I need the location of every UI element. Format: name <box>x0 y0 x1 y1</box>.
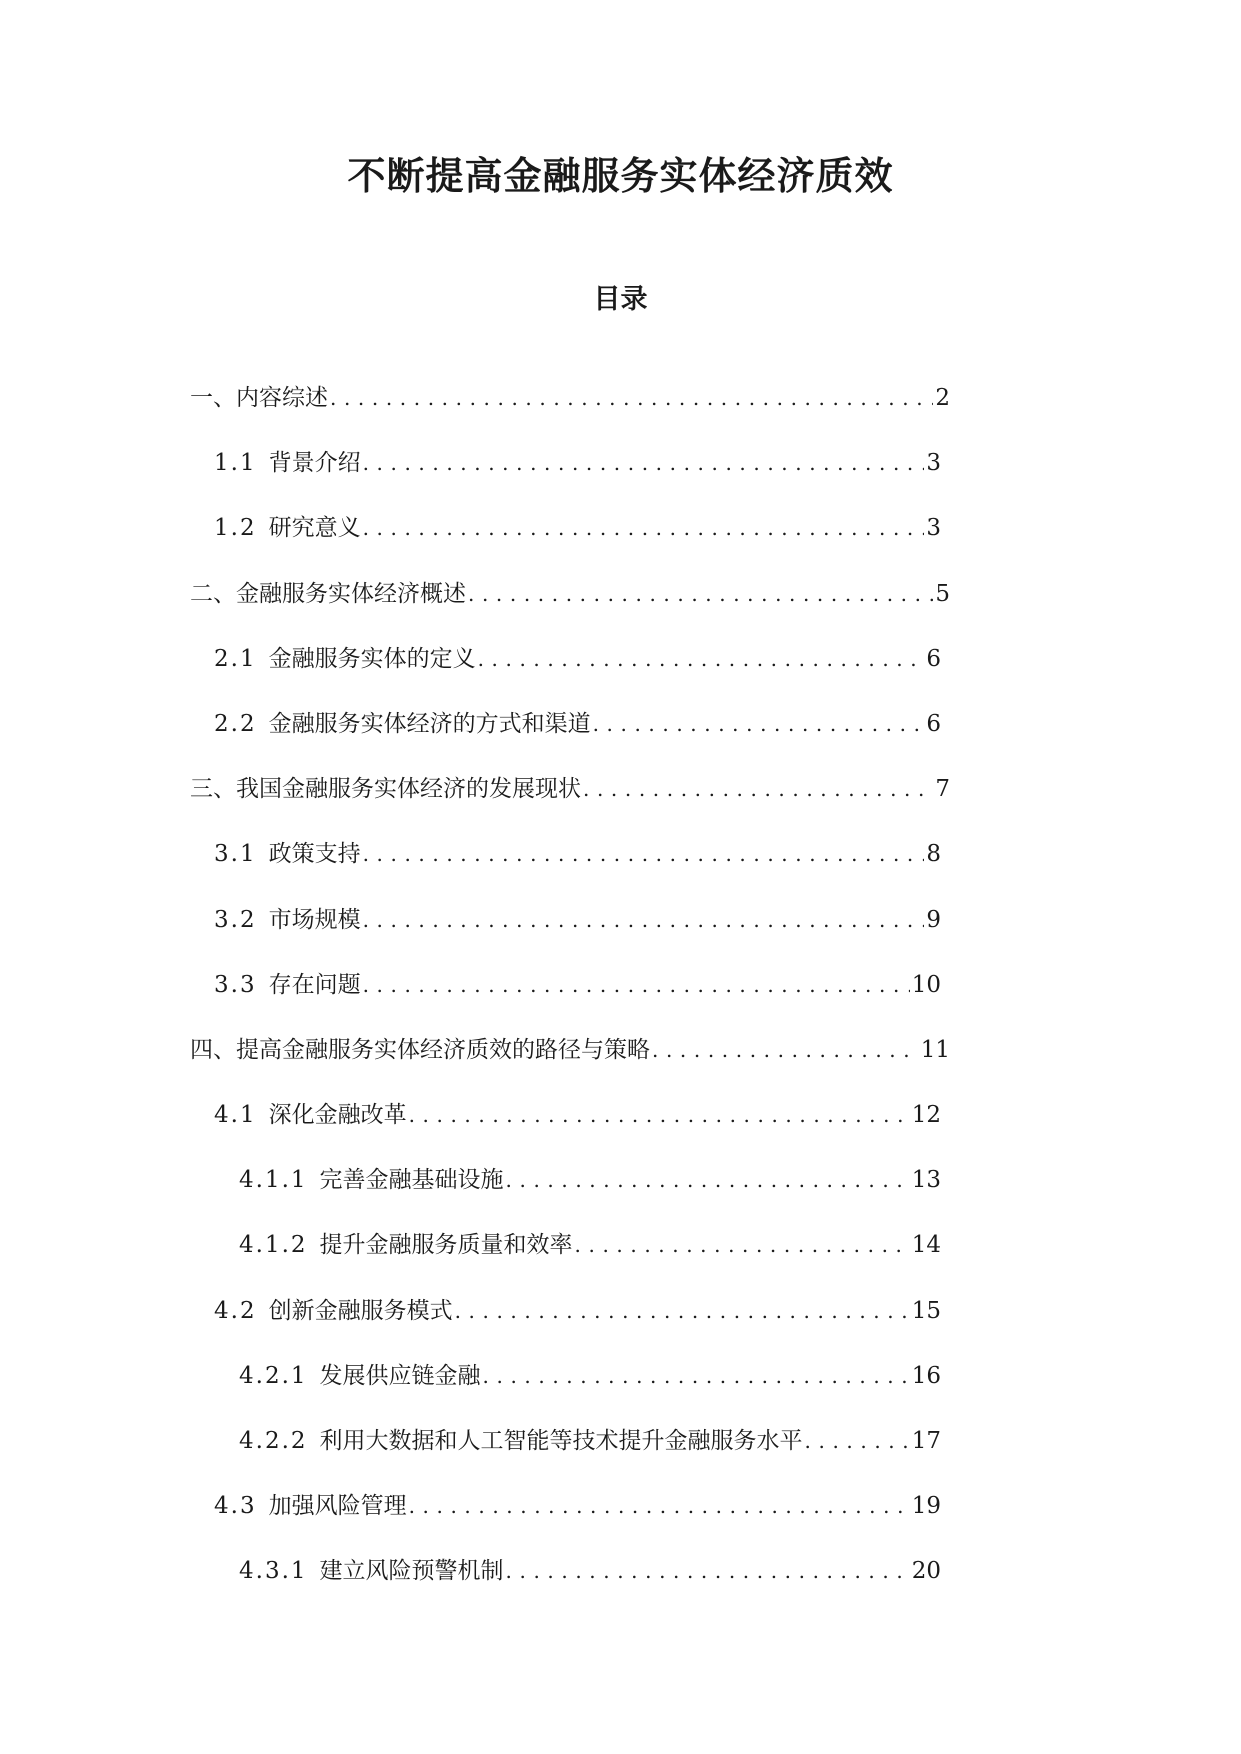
toc-entry-link[interactable] <box>239 1164 941 1196</box>
toc-entry-page-number: 15 <box>911 1297 941 1324</box>
toc-entry-page-number: 8 <box>926 841 941 868</box>
dot-leader <box>409 1099 910 1131</box>
toc-entry-number: 3.1 <box>214 841 257 868</box>
toc-entry <box>190 773 950 838</box>
toc-entry-page-number: 9 <box>926 906 941 933</box>
toc-entry-number: 3.3 <box>214 971 257 998</box>
toc-entry-title: 存在问题 <box>268 971 361 998</box>
toc-entry-number: 1.1 <box>214 450 257 477</box>
toc-entry-title: 建立风险预警机制 <box>319 1558 504 1585</box>
toc-entry-link[interactable] <box>190 578 950 610</box>
dot-leader <box>506 1164 910 1196</box>
dot-leader <box>468 578 933 610</box>
dot-leader <box>478 643 925 675</box>
toc-entry-page-number: 12 <box>911 1102 941 1129</box>
toc-entry-title: 金融服务实体经济的方式和渠道 <box>268 710 591 737</box>
toc-entry-link[interactable] <box>214 512 941 544</box>
toc-entry-link[interactable] <box>214 447 941 479</box>
dot-leader <box>363 447 925 479</box>
dot-leader <box>363 838 925 870</box>
toc-entry-page-number: 10 <box>911 971 941 998</box>
toc-entry <box>190 1295 950 1360</box>
toc-entry-page-number: 14 <box>911 1232 941 1259</box>
toc-entry-link[interactable] <box>214 1099 941 1131</box>
toc-entry-page-number: 3 <box>926 515 941 542</box>
toc-entry <box>190 708 950 773</box>
toc-entry-title: 三、我国金融服务实体经济的发展现状 <box>190 776 581 803</box>
toc-entry-link[interactable] <box>239 1555 941 1587</box>
toc-entry-number: 4.2.2 <box>239 1428 308 1454</box>
toc-entry <box>190 1164 950 1229</box>
dot-leader <box>363 512 925 544</box>
toc-entry-page-number: 20 <box>911 1558 941 1585</box>
toc-entry-link[interactable] <box>239 1360 941 1392</box>
toc-entry-link[interactable] <box>214 1490 941 1522</box>
document-title: 不断提高金融服务实体经济质效 <box>347 153 894 198</box>
toc-entry-title: 利用大数据和人工智能等技术提升金融服务水平 <box>319 1428 803 1454</box>
toc-entry-title: 加强风险管理 <box>268 1493 407 1520</box>
toc-entry <box>190 1099 950 1164</box>
dot-leader <box>330 382 933 414</box>
toc-entry-title: 二、金融服务实体经济概述 <box>190 580 466 607</box>
toc-entry-title: 背景介绍 <box>268 450 361 477</box>
dot-leader <box>455 1295 910 1327</box>
toc-entry-link[interactable] <box>239 1229 941 1261</box>
toc-entry <box>190 1034 950 1099</box>
toc-entry-title: 完善金融基础设施 <box>319 1167 504 1194</box>
dot-leader <box>506 1555 910 1587</box>
toc-entry-number: 2.1 <box>214 645 257 672</box>
toc-entry-title: 深化金融改革 <box>268 1102 407 1129</box>
toc-entry-page-number: 6 <box>926 710 941 737</box>
toc-entry <box>190 838 950 903</box>
dot-leader <box>575 1229 910 1261</box>
toc-entry-page-number: 19 <box>911 1493 941 1520</box>
toc-entry-number: 4.1.2 <box>239 1232 308 1259</box>
toc-entry-link[interactable] <box>214 708 941 740</box>
dot-leader <box>805 1425 910 1457</box>
toc-entry-link[interactable] <box>214 904 941 936</box>
toc-entry <box>190 512 950 577</box>
toc-entry-number: 4.3.1 <box>239 1558 308 1585</box>
toc-entry <box>190 382 950 447</box>
toc-entry-page-number: 6 <box>926 645 941 672</box>
toc-entry-title: 政策支持 <box>268 841 361 868</box>
toc-entry <box>190 447 950 512</box>
toc-entry-number: 2.2 <box>214 710 257 737</box>
toc-entry-number: 1.2 <box>214 515 257 542</box>
dot-leader <box>593 708 925 740</box>
toc-entry-page-number: 5 <box>935 580 950 607</box>
toc-entry-link[interactable] <box>214 838 941 870</box>
toc-entry-link[interactable] <box>214 969 941 1001</box>
toc-entry-page-number: 11 <box>920 1036 950 1063</box>
toc-entry <box>190 1490 950 1555</box>
toc-entry-page-number: 13 <box>911 1167 941 1194</box>
dot-leader <box>409 1490 910 1522</box>
dot-leader <box>363 969 910 1001</box>
dot-leader <box>583 773 933 805</box>
toc-entry-number: 4.1 <box>214 1102 257 1129</box>
toc-entry-number: 4.1.1 <box>239 1167 308 1194</box>
toc-entry-title: 创新金融服务模式 <box>268 1297 453 1324</box>
toc-entry <box>190 1555 950 1620</box>
toc-entry-number: 4.3 <box>214 1493 257 1520</box>
dot-leader <box>483 1360 910 1392</box>
table-of-contents <box>190 382 950 1621</box>
toc-entry-link[interactable] <box>190 1034 950 1066</box>
dot-leader <box>652 1034 919 1066</box>
toc-entry-title: 一、内容综述 <box>190 385 328 411</box>
toc-entry-title: 发展供应链金融 <box>319 1362 481 1389</box>
toc-entry-page-number: 17 <box>911 1428 941 1454</box>
toc-entry <box>190 969 950 1034</box>
toc-entry-page-number: 2 <box>935 385 950 411</box>
toc-entry-page-number: 7 <box>935 776 950 803</box>
toc-entry-link[interactable] <box>239 1425 941 1457</box>
toc-entry-link[interactable] <box>214 643 941 675</box>
toc-entry-page-number: 16 <box>911 1362 941 1389</box>
toc-entry <box>190 643 950 708</box>
toc-entry-link[interactable] <box>190 773 950 805</box>
dot-leader <box>363 904 925 936</box>
toc-entry-title: 提升金融服务质量和效率 <box>319 1232 573 1259</box>
toc-entry-title: 四、提高金融服务实体经济质效的路径与策略 <box>190 1036 650 1063</box>
toc-entry <box>190 578 950 643</box>
toc-entry-link[interactable] <box>190 382 950 414</box>
toc-entry-page-number: 3 <box>926 450 941 477</box>
toc-entry <box>190 1360 950 1425</box>
toc-entry-number: 4.2.1 <box>239 1362 308 1389</box>
toc-entry-title: 金融服务实体的定义 <box>268 645 476 672</box>
toc-entry-title: 研究意义 <box>268 515 361 542</box>
toc-entry-number: 4.2 <box>214 1297 257 1324</box>
toc-heading: 目录 <box>593 284 648 315</box>
toc-entry <box>190 904 950 969</box>
toc-entry <box>190 1425 950 1490</box>
toc-entry-link[interactable] <box>214 1295 941 1327</box>
toc-entry-title: 市场规模 <box>268 906 361 933</box>
toc-entry-number: 3.2 <box>214 906 257 933</box>
toc-entry <box>190 1229 950 1294</box>
